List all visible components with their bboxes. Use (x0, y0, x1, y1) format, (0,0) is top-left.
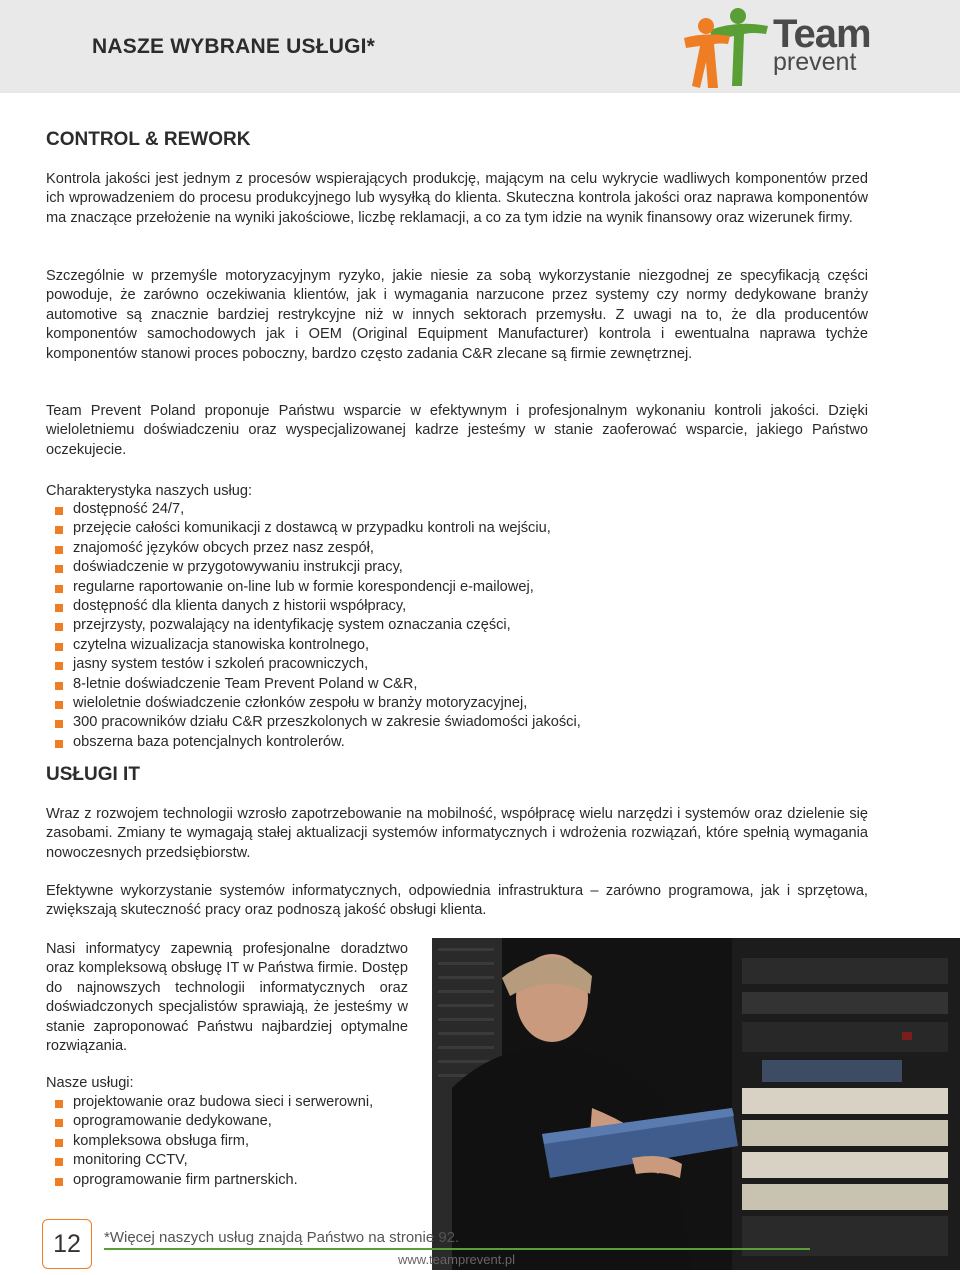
list-item: dostępność dla klienta danych z historii współpracy, (46, 597, 581, 616)
square-bullet-icon (55, 1158, 63, 1166)
square-bullet-icon (55, 526, 63, 534)
features-list (46, 500, 581, 752)
team-prevent-logo (680, 4, 880, 90)
list-item: przejrzysty, pozwalający na identyfikację system oznaczania części, (46, 616, 581, 635)
list-item: wieloletnie doświadczenie członków zespołu w branży motoryzacyjnej, (46, 694, 581, 713)
paragraph-it-3: Nasi informatycy zapewnią profesjonalne doradztwo oraz kompleksową obsługę IT w Państwa firmie. Dostęp do najnowszych technologii informatycznych oraz doświadczonych specjalistów sprawiają, że jesteśmy w stanie zaproponować Państwu najbardziej optymalne rozwiązania. (46, 941, 408, 1055)
it-services-list-intro: Nasze usługi: (46, 1075, 134, 1091)
square-bullet-icon (55, 643, 63, 651)
list-item: dostępność 24/7, (46, 500, 581, 519)
it-services-list (46, 1093, 373, 1190)
footer-divider (104, 1248, 810, 1250)
server-room-photo (432, 938, 960, 1270)
list-item: jasny system testów i szkoleń pracowniczych, (46, 655, 581, 674)
square-bullet-icon (55, 1139, 63, 1147)
list-item: doświadczenie w przygotowywaniu instrukcji pracy, (46, 558, 581, 577)
footer-url[interactable]: www.teamprevent.pl (398, 1252, 516, 1267)
page-number: 12 (42, 1219, 92, 1269)
paragraph-cr-2: Szczególnie w przemyśle motoryzacyjnym ryzyko, jakie niesie za sobą wykorzystanie niezgodnej ze specyfikacją części powoduje, że zarówno oczekiwania klientów, jak i wymagania narzucone przez systemy czy normy dedykowane branży automotive są znacznie bardziej restrykcyjne niż w innych sektorach przemysłu. Z uwagi na to, że dla producentów komponentów samochodowych jak i OEM (Original Equipment Manufacturer) kontrola i ewentualna naprawa tychże komponentów stanowi proces poboczny, bardzo często zadania C&R zlecane są firmie zewnętrznej. (46, 268, 868, 362)
square-bullet-icon (55, 565, 63, 573)
list-item: przejęcie całości komunikacji z dostawcą w przypadku kontroli na wejściu, (46, 519, 581, 538)
square-bullet-icon (55, 720, 63, 728)
list-item: 300 pracowników działu C&R przeszkolonych w zakresie świadomości jakości, (46, 713, 581, 732)
list-item: monitoring CCTV, (46, 1151, 373, 1170)
page-header (0, 0, 960, 93)
square-bullet-icon (55, 682, 63, 690)
paragraph-it-2: Efektywne wykorzystanie systemów informatycznych, odpowiednia infrastruktura – zarówno programowa, jak i sprzętowa, zwiększają skuteczność pracy oraz podnoszą jakość obsługi klienta. (46, 883, 868, 919)
square-bullet-icon (55, 623, 63, 631)
logo-text-prevent: prevent (773, 48, 857, 76)
square-bullet-icon (55, 546, 63, 554)
section-title-it-services: USŁUGI IT (46, 764, 140, 785)
square-bullet-icon (55, 740, 63, 748)
square-bullet-icon (55, 1100, 63, 1108)
list-item: znajomość języków obcych przez nasz zespół, (46, 539, 581, 558)
logo-figures-icon (680, 4, 772, 90)
list-item: 8-letnie doświadczenie Team Prevent Poland w C&R, (46, 675, 581, 694)
server-rack-illustration (432, 938, 960, 1270)
paragraph-cr-3: Team Prevent Poland proponuje Państwu wsparcie w efektywnym i profesjonalnym wykonaniu kontroli jakości. Dzięki wieloletniemu doświadczeniu oraz wyspecjalizowanej kadrze jesteśmy w stanie zaoferować wsparcie, jakiego Państwo oczekujecie. (46, 403, 868, 458)
square-bullet-icon (55, 585, 63, 593)
list-item: oprogramowanie dedykowane, (46, 1112, 373, 1131)
list-item: kompleksowa obsługa firm, (46, 1132, 373, 1151)
list-item: obszerna baza potencjalnych kontrolerów. (46, 733, 581, 752)
section-title-control-rework: CONTROL & REWORK (46, 129, 251, 150)
logo-text-team: Team (773, 12, 871, 56)
list-item: czytelna wizualizacja stanowiska kontrolnego, (46, 636, 581, 655)
paragraph-it-1: Wraz z rozwojem technologii wzrosło zapotrzebowanie na mobilność, współpracę wielu narzędzi i systemów oraz dzielenie się zasobami. Zmiany te wymagają stałej aktualizacji systemów informatycznych i wdrożenia rozwiązań, które spełnią wymagania nowoczesnych przedsiębiorstw. (46, 806, 868, 861)
square-bullet-icon (55, 701, 63, 709)
square-bullet-icon (55, 662, 63, 670)
square-bullet-icon (55, 507, 63, 515)
paragraph-cr-1: Kontrola jakości jest jednym z procesów wspierających produkcję, mającym na celu wykrycie wadliwych komponentów przed ich wprowadzeniem do procesu produkcyjnego lub wysyłką do klienta. Skuteczna kontrola jakości oraz naprawa komponentów ma znaczące przełożenie na wyniki jakościowe, liczbę reklamacji, a co za tym idzie na wynik finansowy oraz wizerunek firmy. (46, 171, 868, 226)
list-item: oprogramowanie firm partnerskich. (46, 1171, 373, 1190)
square-bullet-icon (55, 604, 63, 612)
square-bullet-icon (55, 1119, 63, 1127)
footer-note: *Więcej naszych usług znajdą Państwo na stronie 92. (104, 1229, 460, 1246)
features-list-intro: Charakterystyka naszych usług: (46, 483, 253, 499)
square-bullet-icon (55, 1178, 63, 1186)
page-title: NASZE WYBRANE USŁUGI* (92, 35, 376, 58)
list-item: projektowanie oraz budowa sieci i serwerowni, (46, 1093, 373, 1112)
list-item: regularne raportowanie on-line lub w formie korespondencji e-mailowej, (46, 578, 581, 597)
